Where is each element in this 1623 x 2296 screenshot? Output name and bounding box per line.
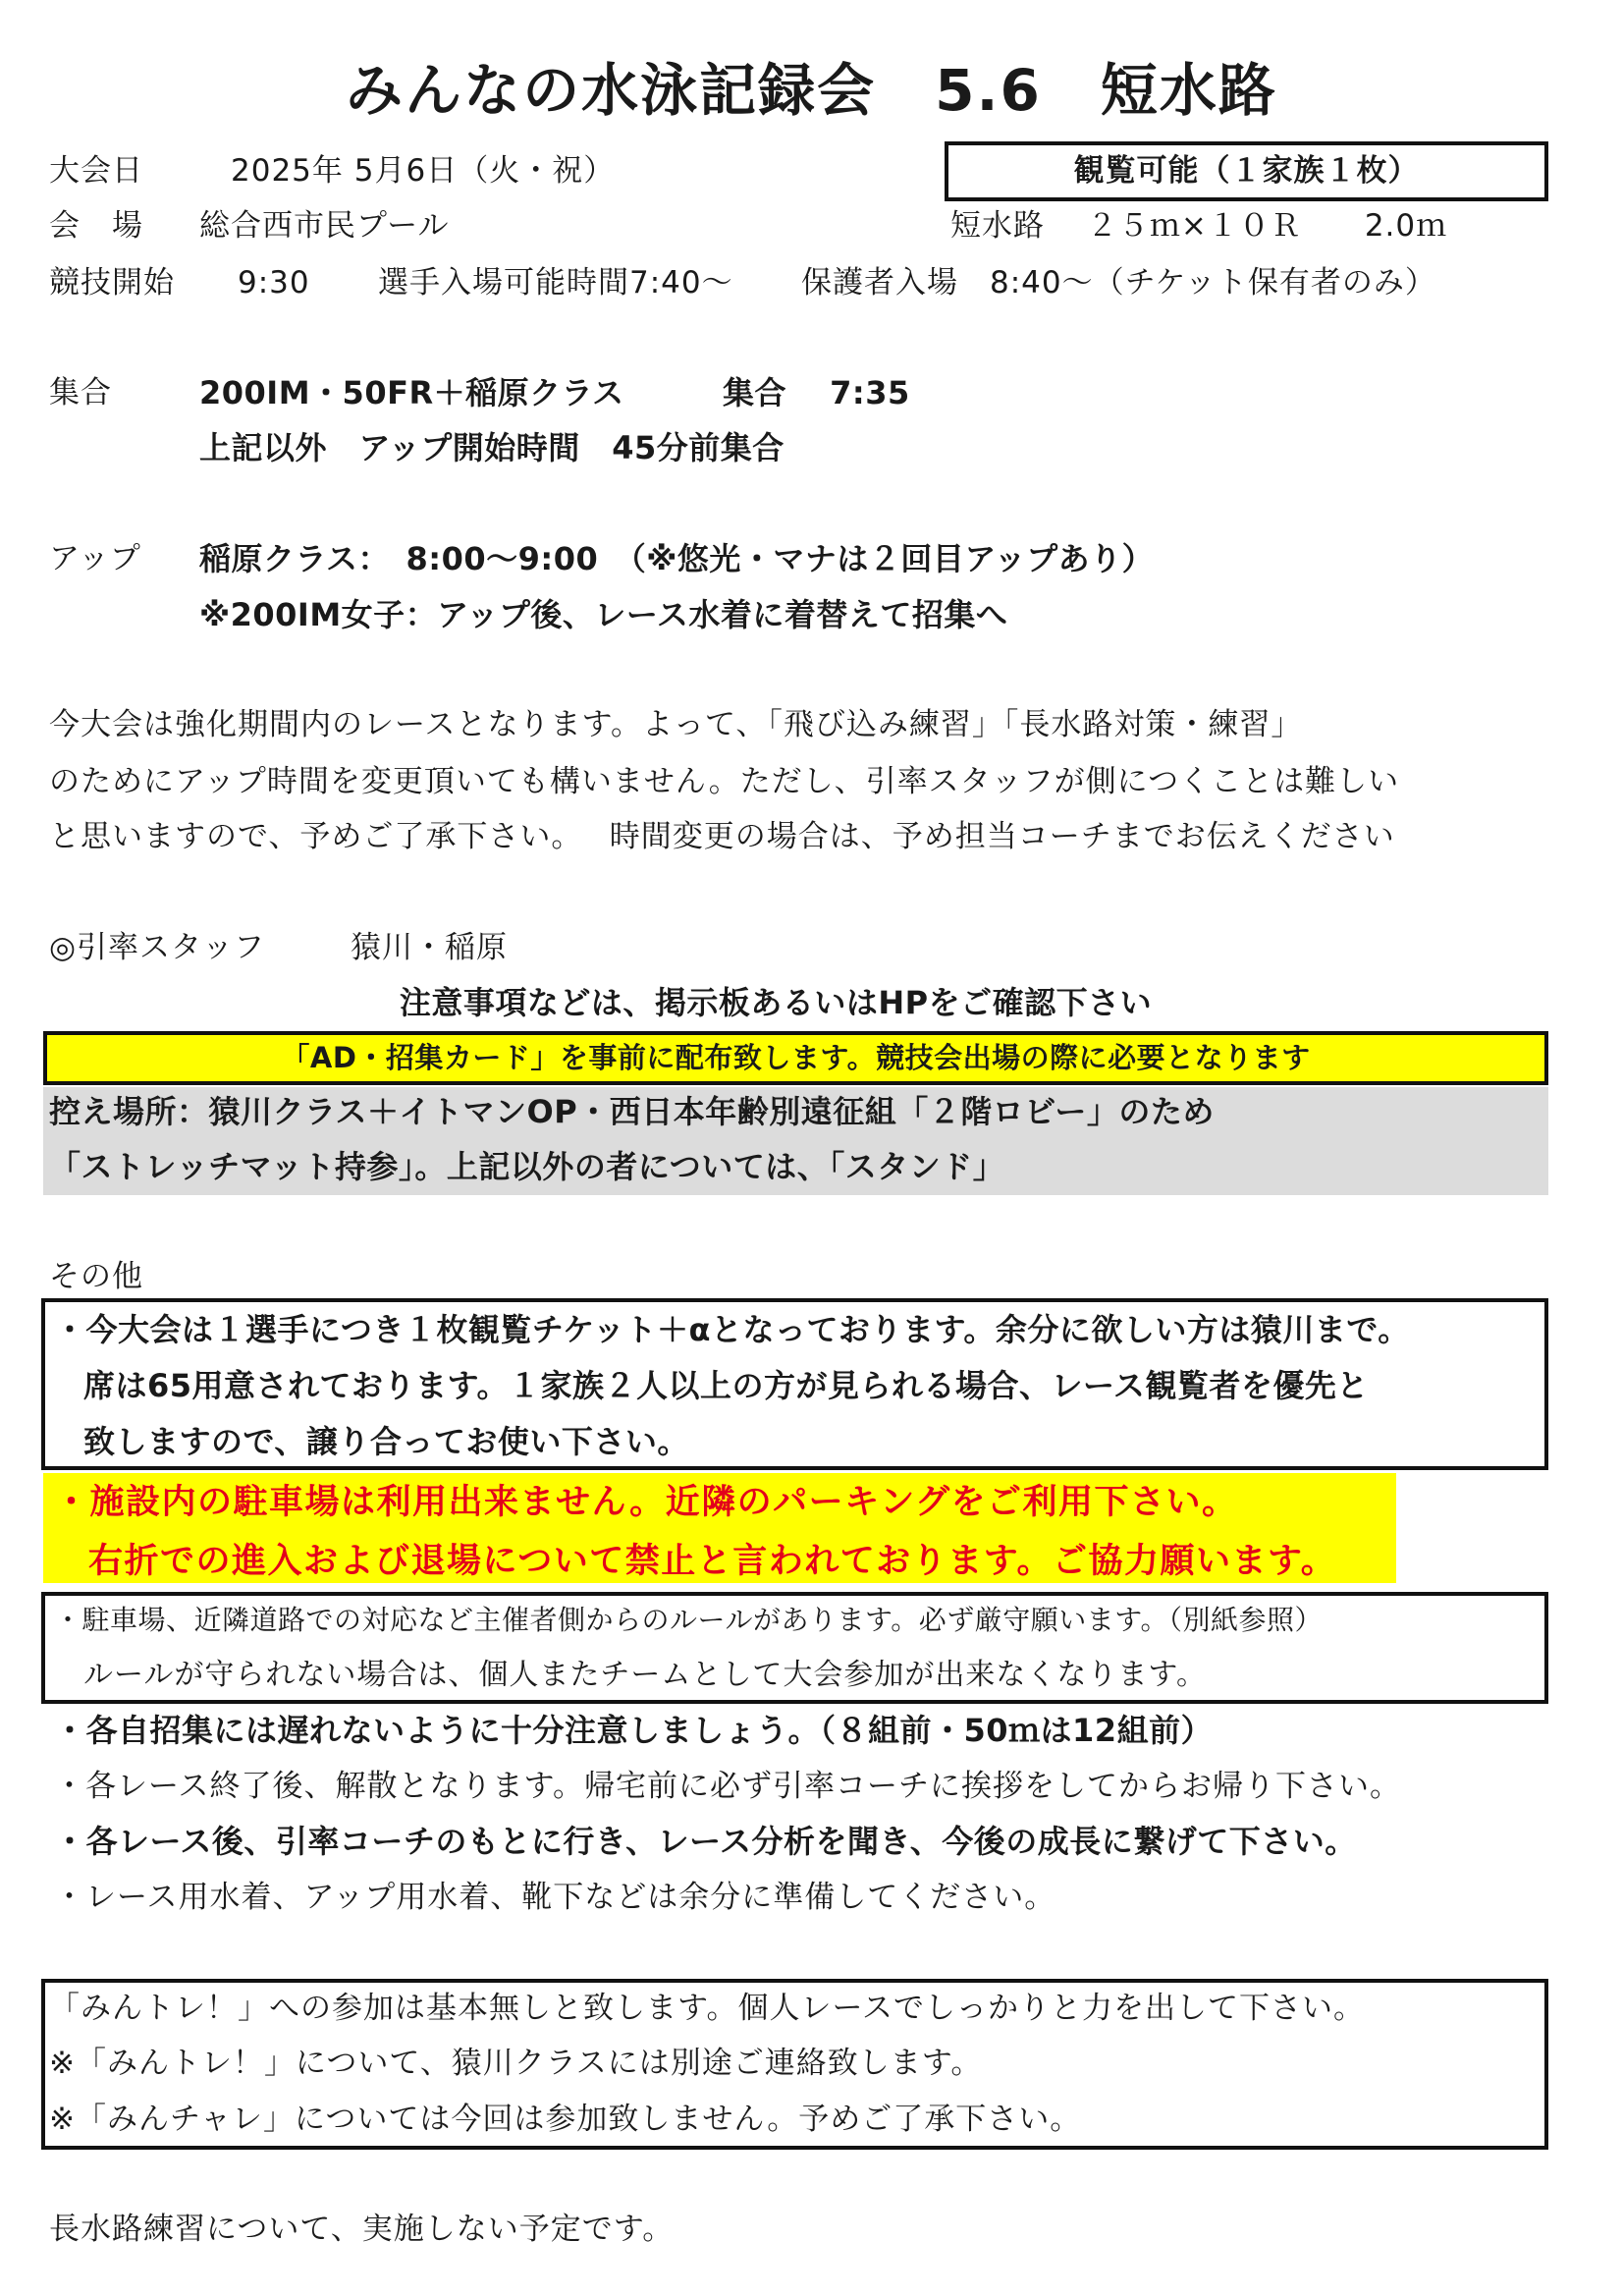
date-value: 2025年 5月6日（火・祝） [231, 153, 616, 189]
mintore-line1: 「みんトレ！」への参加は基本無しと致します。個人レースでしっかりと力を出して下さい。 [49, 1991, 1365, 2026]
staff-names: 猿川・稲原 [351, 930, 508, 965]
bullet-race-analysis: ・各レース後、引率コーチのもとに行き、レース分析を聞き、今後の成長に繋げて下さい。 [54, 1823, 1357, 1860]
other-label: その他 [49, 1259, 143, 1294]
ad-card-text: 「AD・招集カード」を事前に配布致します。競技会出場の際に必要となります [281, 1041, 1311, 1074]
page-title: みんなの水泳記録会 5.6 短水路 [346, 57, 1277, 124]
notice-line1: 今大会は強化期間内のレースとなります。よって、「飛び込み練習」「長水路対策・練習」 [49, 707, 1303, 742]
bullet-swimwear: ・レース用水着、アップ用水着、靴下などは余分に準備してください。 [54, 1880, 1056, 1915]
waiting-area-line1: 控え場所：猿川クラス＋イトマンOP・西日本年齢別遠征組「２階ロビー」のため [49, 1093, 1215, 1130]
ticket-line3: 致しますので、譲り合ってお使い下さい。 [83, 1423, 689, 1460]
footer-note: 長水路練習について、実施しない予定です。 [49, 2212, 675, 2247]
bullet-dismissal: ・各レース終了後、解散となります。帰宅前に必ず引率コーチに挨拶をしてからお帰り下さい。 [54, 1769, 1401, 1804]
ad-card-box [43, 1031, 1548, 1085]
viewing-box [945, 141, 1548, 201]
venue-label: 会 場 [49, 208, 143, 244]
warmup-line1: 稲原クラス： 8:00～9:00 （※悠光・マナは２回目アップあり） [199, 540, 1155, 577]
ticket-line1: ・今大会は１選手につき１枚観覧チケット＋αとなっております。余分に欲しい方は猿川まで。 [54, 1311, 1410, 1348]
waiting-area-line2: 「ストレッチマット持参」。上記以外の者については、「スタンド」 [49, 1148, 1005, 1185]
mintore-line3: ※「みんチャレ」については今回は参加致しません。予めご了承下さい。 [49, 2102, 1082, 2137]
start-value: 9:30 [238, 265, 310, 301]
assembly-label: 集合 [49, 375, 112, 410]
assembly-line1-left: 200IM・50FR＋稲原クラス [199, 374, 624, 411]
rules-line1: ・駐車場、近隣道路での対応など主催者側からのルールがあります。必ず厳守願います。（別紙参照） [54, 1604, 1323, 1636]
warmup-line2: ※200IM女子：アップ後、レース水着に着替えて招集へ [199, 596, 1008, 633]
notice-line3: と思いますので、予めご了承下さい。 時間変更の場合は、予め担当コーチまでお伝えください [49, 819, 1395, 854]
rules-line2: ルールが守られない場合は、個人またチームとして大会参加が出来なくなります。 [83, 1658, 1207, 1692]
bullet-roll-call: ・各自招集には遅れないように十分注意しましょう。（８組前・50ｍは12組前） [54, 1712, 1214, 1749]
warmup-label: アップ [49, 541, 141, 576]
venue-value: 総合西市民プール [199, 208, 450, 244]
assembly-line2: 上記以外 アップ開始時間 45分前集合 [199, 429, 784, 466]
notice-line2: のためにアップ時間を変更頂いても構いません。ただし、引率スタッフが側につくことは難しい [49, 764, 1400, 799]
mintore-line2: ※「みんトレ！」について、猿川クラスには別途ご連絡致します。 [49, 2046, 983, 2081]
assembly-line1-right: 集合 7:35 [723, 374, 910, 411]
athlete-entry: 選手入場可能時間7:40～ [378, 265, 733, 301]
date-label: 大会日 [49, 153, 143, 189]
parking-line2: 右折での進入および退場について禁止と言われております。ご協力願います。 [88, 1542, 1337, 1581]
staff-label: ◎引率スタッフ [49, 930, 266, 965]
start-label: 競技開始 [49, 265, 175, 301]
viewing-box-text: 観覧可能（１家族１枚） [1073, 153, 1420, 189]
guardian-entry: 保護者入場 8:40～（チケット保有者のみ） [801, 265, 1436, 301]
ticket-line2: 席は65用意されております。１家族２人以上の方が見られる場合、レース観覧者を優先と [83, 1367, 1369, 1404]
pool-spec: 短水路 ２５ｍ×１０Ｒ 2.0ｍ [950, 208, 1448, 244]
parking-line1: ・施設内の駐車場は利用出来ません。近隣のパーキングをご利用下さい。 [54, 1483, 1238, 1522]
confirm-text: 注意事項などは、掲示板あるいはHPをご確認下さい [399, 984, 1153, 1021]
